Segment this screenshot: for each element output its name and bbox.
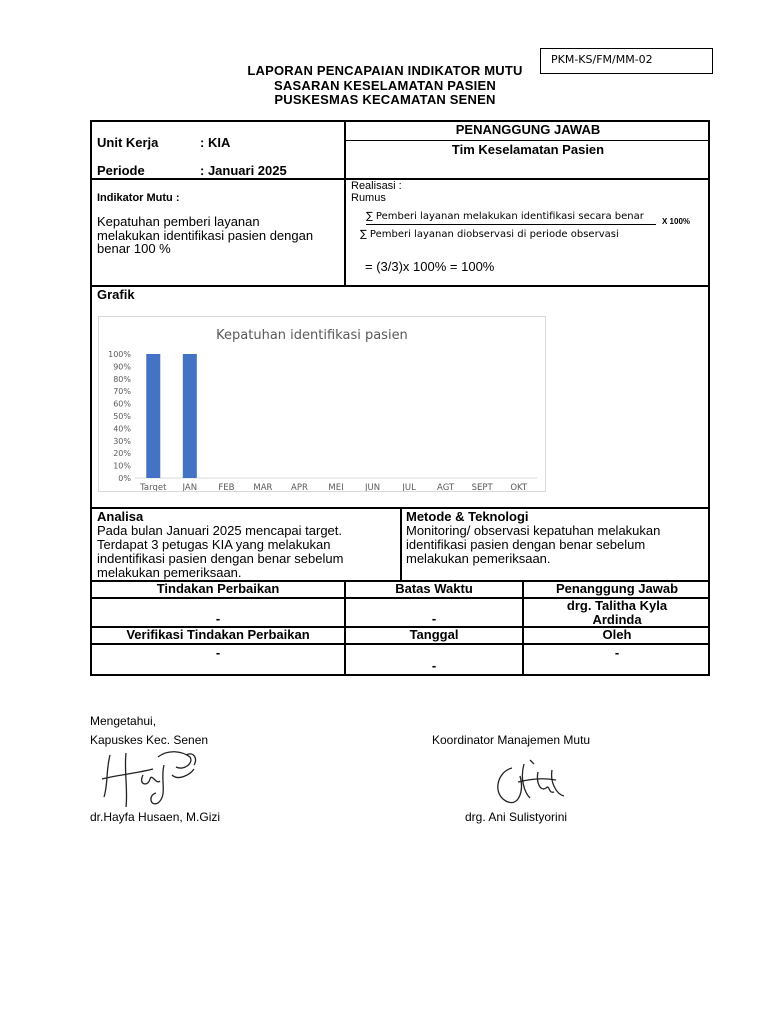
oleh-header: Oleh — [602, 627, 632, 642]
chart-y-tick-label: 70% — [113, 387, 131, 397]
grafik-label: Grafik — [97, 287, 135, 302]
period-label: Periode — [97, 163, 145, 178]
indikator-label: Indikator Mutu : — [97, 192, 180, 204]
left-signature-image — [98, 745, 208, 810]
right-signature-image — [490, 758, 575, 808]
chart-y-ticks — [108, 350, 131, 483]
tindakan-header: Tindakan Perbaikan — [156, 581, 280, 596]
verifikasi-header: Verifikasi Tindakan Perbaikan — [126, 627, 310, 642]
metode-line-2: identifikasi pasien dengan benar sebelum — [406, 537, 646, 552]
chart-bar-jan — [183, 354, 197, 478]
tanggal-header: Tanggal — [409, 627, 459, 642]
divider — [90, 285, 710, 287]
chart-y-tick-label: 60% — [113, 399, 131, 409]
chart-x-tick-label: AGT — [437, 483, 455, 491]
analisa-label: Analisa — [97, 509, 144, 524]
formula-multiplier: X 100% — [662, 217, 691, 226]
left-signer-title: Kapuskes Kec. Senen — [90, 733, 209, 747]
formula-denominator: ∑ Pemberi layanan diobservasi di periode observasi — [360, 229, 619, 240]
metode-label: Metode & Teknologi — [406, 509, 529, 524]
period-value: : Januari 2025 — [200, 163, 287, 178]
indikator-text-3: benar 100 % — [97, 241, 171, 256]
chart-x-tick-label: MEI — [328, 483, 344, 491]
chart-x-tick-label: OKT — [510, 483, 528, 491]
form-code: PKM-KS/FM/MM-02 — [540, 48, 713, 74]
pj-value-line-1: drg. Talitha Kyla — [566, 598, 668, 613]
analisa-line-1: Pada bulan Januari 2025 mencapai target. — [97, 523, 343, 538]
report-title: LAPORAN PENCAPAIAN INDIKATOR MUTU — [247, 63, 523, 78]
unit-value: : KIA — [200, 135, 231, 150]
metode-line-1: Monitoring/ observasi kepatuhan melakukan — [406, 523, 661, 538]
formula-result: = (3/3)x 100% = 100% — [365, 259, 495, 274]
divider — [346, 140, 710, 141]
mengetahui-label: Mengetahui, — [90, 714, 157, 728]
analisa-line-4: melakukan pemeriksaan. — [97, 565, 242, 580]
chart-title: Kepatuhan identifikasi pasien — [216, 328, 408, 343]
realisasi-label: Realisasi : — [351, 180, 402, 192]
chart-y-tick-label: 100% — [108, 350, 131, 359]
divider — [400, 507, 402, 581]
report-subtitle: SASARAN KESELAMATAN PASIEN — [274, 78, 496, 93]
left-signer-name: dr.Hayfa Husaen, M.Gizi — [90, 810, 221, 824]
chart-y-tick-label: 90% — [113, 362, 131, 372]
rumus-label: Rumus — [351, 192, 386, 204]
chart-x-tick-label: APR — [291, 483, 308, 491]
unit-label: Unit Kerja — [97, 135, 159, 150]
chart-y-tick-label: 10% — [113, 461, 131, 471]
indikator-text-2: melakukan identifikasi pasien dengan — [97, 228, 314, 243]
chart-x-tick-label: MAR — [253, 483, 273, 491]
chart-bar-target — [146, 354, 160, 478]
verifikasi-value: - — [215, 645, 221, 660]
right-signer-title: Koordinator Manajemen Mutu — [432, 733, 591, 747]
chart-x-tick-label: FEB — [218, 483, 235, 491]
formula-numerator: ∑ Pemberi layanan melakukan identifikasi secara benar — [366, 211, 644, 222]
formula-fraction-bar — [366, 224, 656, 225]
indikator-text-1: Kepatuhan pemberi layanan — [97, 214, 260, 229]
chart-x-tick-label: JAN — [182, 483, 198, 491]
chart-x-tick-label: Target — [140, 483, 167, 491]
chart-x-tick-label: JUN — [364, 483, 381, 491]
pj-heading: PENANGGUNG JAWAB — [455, 122, 601, 137]
tanggal-value: - — [431, 658, 437, 673]
batas-waktu-header: Batas Waktu — [395, 581, 473, 596]
pj-column-header: Penanggung Jawab — [555, 581, 679, 596]
bar-chart — [99, 317, 545, 491]
chart-y-tick-label: 40% — [113, 424, 131, 434]
pj-value: Tim Keselamatan Pasien — [451, 142, 605, 157]
tindakan-value: - — [215, 611, 221, 626]
chart-y-tick-label: 80% — [113, 374, 131, 384]
report-institution: PUSKESMAS KECAMATAN SENEN — [274, 92, 496, 107]
pj-value-line-2: Ardinda — [592, 612, 642, 627]
right-signer-name: drg. Ani Sulistyorini — [465, 810, 568, 824]
chart-bars — [146, 354, 197, 478]
analisa-line-2: Terdapat 3 petugas KIA yang melakukan — [97, 537, 331, 552]
chart-y-tick-label: 20% — [113, 449, 131, 459]
metode-line-3: melakukan pemeriksaan. — [406, 551, 551, 566]
chart-y-tick-label: 0% — [118, 474, 131, 483]
chart-x-tick-label: JUL — [402, 483, 416, 491]
analisa-line-3: indentifikasi pasien dengan benar sebelum — [97, 551, 344, 566]
chart-y-tick-label: 30% — [113, 436, 131, 446]
batas-waktu-value: - — [431, 611, 437, 626]
chart-x-ticks — [139, 483, 528, 491]
chart-frame — [98, 316, 546, 492]
chart-y-tick-label: 50% — [113, 412, 131, 421]
oleh-value: - — [614, 645, 620, 660]
chart-x-tick-label: SEPT — [471, 483, 493, 491]
